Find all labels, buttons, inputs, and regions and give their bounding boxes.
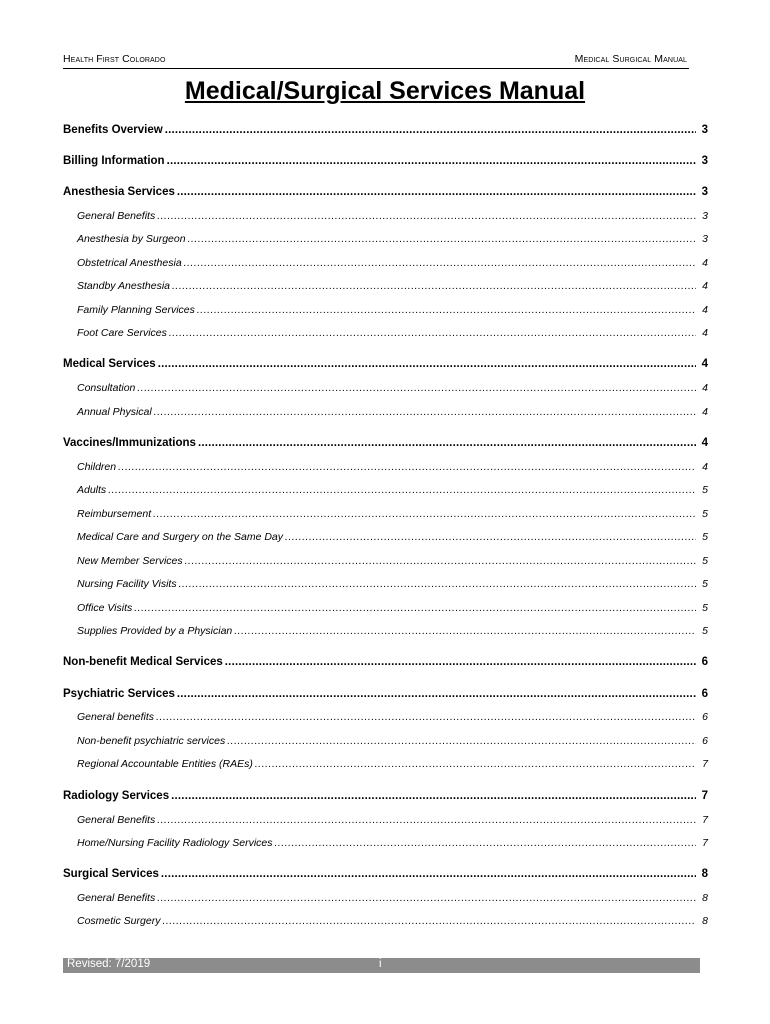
toc-dot-leader [118,461,696,473]
toc-dot-leader [177,688,696,700]
toc-entry-label: Consultation [77,382,136,394]
toc-subsection-entry[interactable] [63,382,708,394]
toc-subsection-entry[interactable] [63,304,708,316]
toc-entry-page-number: 5 [702,602,708,614]
toc-entry-label: Obstetrical Anesthesia [77,257,182,269]
toc-dot-leader [153,508,696,520]
toc-dot-leader [198,437,696,449]
toc-entry-label: Medical Care and Surgery on the Same Day [77,531,284,543]
toc-entry-label: General Benefits [77,892,156,904]
toc-entry-label: Reimbursement [77,508,152,520]
toc-dot-leader [157,814,696,826]
toc-subsection-entry[interactable] [63,711,708,723]
toc-dot-leader [108,484,696,496]
toc-subsection-entry[interactable] [63,602,708,614]
toc-entry-label: Anesthesia by Surgeon [77,233,186,245]
toc-subsection-entry[interactable] [63,327,708,339]
toc-entry-page-number: 6 [701,656,708,668]
toc-entry-label: Non-benefit psychiatric services [77,735,226,747]
toc-dot-leader [197,304,696,316]
toc-subsection-entry[interactable] [63,406,708,418]
toc-entry-label: Supplies Provided by a Physician [77,625,233,637]
toc-entry-label: Children [77,461,117,473]
toc-entry-page-number: 7 [702,837,708,849]
header-left-title: Health First Colorado [63,53,166,65]
toc-entry-label: Billing Information [63,155,165,167]
toc-subsection-entry[interactable] [63,280,708,292]
toc-dot-leader [255,758,696,770]
toc-dot-leader [167,155,696,167]
footer-page-number: i [379,958,382,970]
toc-entry-page-number: 5 [702,484,708,496]
toc-entry-page-number: 8 [702,892,708,904]
toc-entry-page-number: 5 [702,508,708,520]
toc-subsection-entry[interactable] [63,735,708,747]
toc-section-entry[interactable] [63,124,708,136]
toc-dot-leader [275,837,697,849]
toc-subsection-entry[interactable] [63,814,708,826]
toc-section-entry[interactable] [63,868,708,880]
toc-dot-leader [137,382,696,394]
toc-entry-label: Annual Physical [77,406,152,418]
toc-entry-label: General benefits [77,711,155,723]
toc-section-entry[interactable] [63,656,708,668]
toc-entry-page-number: 4 [702,406,708,418]
footer-revised: Revised: 7/2019 [67,958,151,970]
toc-dot-leader [134,602,696,614]
toc-entry-page-number: 7 [702,758,708,770]
toc-dot-leader [157,210,696,222]
toc-entry-label: Regional Accountable Entities (RAEs) [77,758,253,770]
toc-dot-leader [227,735,696,747]
toc-entry-page-number: 5 [702,625,708,637]
page-header [63,53,689,69]
toc-subsection-entry[interactable] [63,233,708,245]
toc-entry-page-number: 3 [701,124,708,136]
toc-subsection-entry[interactable] [63,484,708,496]
toc-entry-page-number: 3 [701,186,708,198]
toc-entry-page-number: 4 [702,257,708,269]
toc-entry-label: Home/Nursing Facility Radiology Services [77,837,273,849]
toc-dot-leader [185,555,696,567]
toc-entry-label: Foot Care Services [77,327,167,339]
toc-subsection-entry[interactable] [63,758,708,770]
toc-dot-leader [177,186,696,198]
toc-entry-label: Anesthesia Services [63,186,175,198]
toc-entry-page-number: 8 [702,915,708,927]
toc-entry-label: Medical Services [63,358,156,370]
toc-subsection-entry[interactable] [63,210,708,222]
toc-dot-leader [179,578,696,590]
toc-dot-leader [171,790,696,802]
toc-dot-leader [285,531,696,543]
toc-subsection-entry[interactable] [63,892,708,904]
toc-entry-page-number: 4 [702,304,708,316]
toc-subsection-entry[interactable] [63,555,708,567]
header-right-title: Medical Surgical Manual [574,53,687,65]
toc-entry-page-number: 6 [702,735,708,747]
toc-dot-leader [234,625,696,637]
toc-entry-label: Benefits Overview [63,124,163,136]
toc-subsection-entry[interactable] [63,578,708,590]
toc-entry-label: Adults [77,484,107,496]
toc-entry-label: General Benefits [77,814,156,826]
toc-subsection-entry[interactable] [63,531,708,543]
toc-entry-label: Standby Anesthesia [77,280,171,292]
toc-subsection-entry[interactable] [63,461,708,473]
toc-entry-label: Office Visits [77,602,133,614]
toc-entry-page-number: 6 [701,688,708,700]
toc-dot-leader [154,406,696,418]
toc-entry-page-number: 4 [702,461,708,473]
toc-entry-page-number: 7 [701,790,708,802]
toc-section-entry[interactable] [63,358,708,370]
page-footer [63,958,700,973]
toc-entry-page-number: 4 [701,358,708,370]
toc-dot-leader [156,711,696,723]
toc-entry-label: Surgical Services [63,868,159,880]
toc-entry-page-number: 4 [702,327,708,339]
toc-dot-leader [188,233,696,245]
toc-entry-label: Non-benefit Medical Services [63,656,223,668]
toc-dot-leader [157,892,696,904]
toc-section-entry[interactable] [63,155,708,167]
toc-entry-page-number: 8 [701,868,708,880]
toc-section-entry[interactable] [63,186,708,198]
toc-section-entry[interactable] [63,688,708,700]
toc-entry-label: Cosmetic Surgery [77,915,161,927]
toc-entry-label: Radiology Services [63,790,170,802]
toc-entry-page-number: 5 [702,578,708,590]
toc-subsection-entry[interactable] [63,915,708,927]
toc-subsection-entry[interactable] [63,508,708,520]
toc-entry-label: Family Planning Services [77,304,195,316]
toc-dot-leader [184,257,696,269]
toc-entry-label: Nursing Facility Visits [77,578,177,590]
toc-dot-leader [162,915,696,927]
toc-dot-leader [172,280,696,292]
toc-subsection-entry[interactable] [63,837,708,849]
toc-entry-page-number: 7 [702,814,708,826]
toc-dot-leader [158,358,696,370]
toc-entry-page-number: 4 [701,437,708,449]
toc-dot-leader [225,656,696,668]
toc-entry-page-number: 4 [702,382,708,394]
toc-entry-label: Psychiatric Services [63,688,175,700]
document-title: Medical/Surgical Services Manual [184,77,586,105]
toc-subsection-entry[interactable] [63,625,708,637]
toc-entry-page-number: 3 [701,155,708,167]
toc-dot-leader [169,327,696,339]
toc-dot-leader [165,124,696,136]
toc-section-entry[interactable] [63,790,708,802]
toc-entry-page-number: 5 [702,531,708,543]
toc-entry-page-number: 3 [702,233,708,245]
toc-entry-page-number: 6 [702,711,708,723]
toc-subsection-entry[interactable] [63,257,708,269]
toc-dot-leader [161,868,696,880]
toc-entry-label: General Benefits [77,210,156,222]
toc-section-entry[interactable] [63,437,708,449]
toc-entry-label: Vaccines/Immunizations [63,437,196,449]
toc-entry-page-number: 5 [702,555,708,567]
toc-entry-label: New Member Services [77,555,183,567]
toc-entry-page-number: 4 [702,280,708,292]
toc-entry-page-number: 3 [702,210,708,222]
